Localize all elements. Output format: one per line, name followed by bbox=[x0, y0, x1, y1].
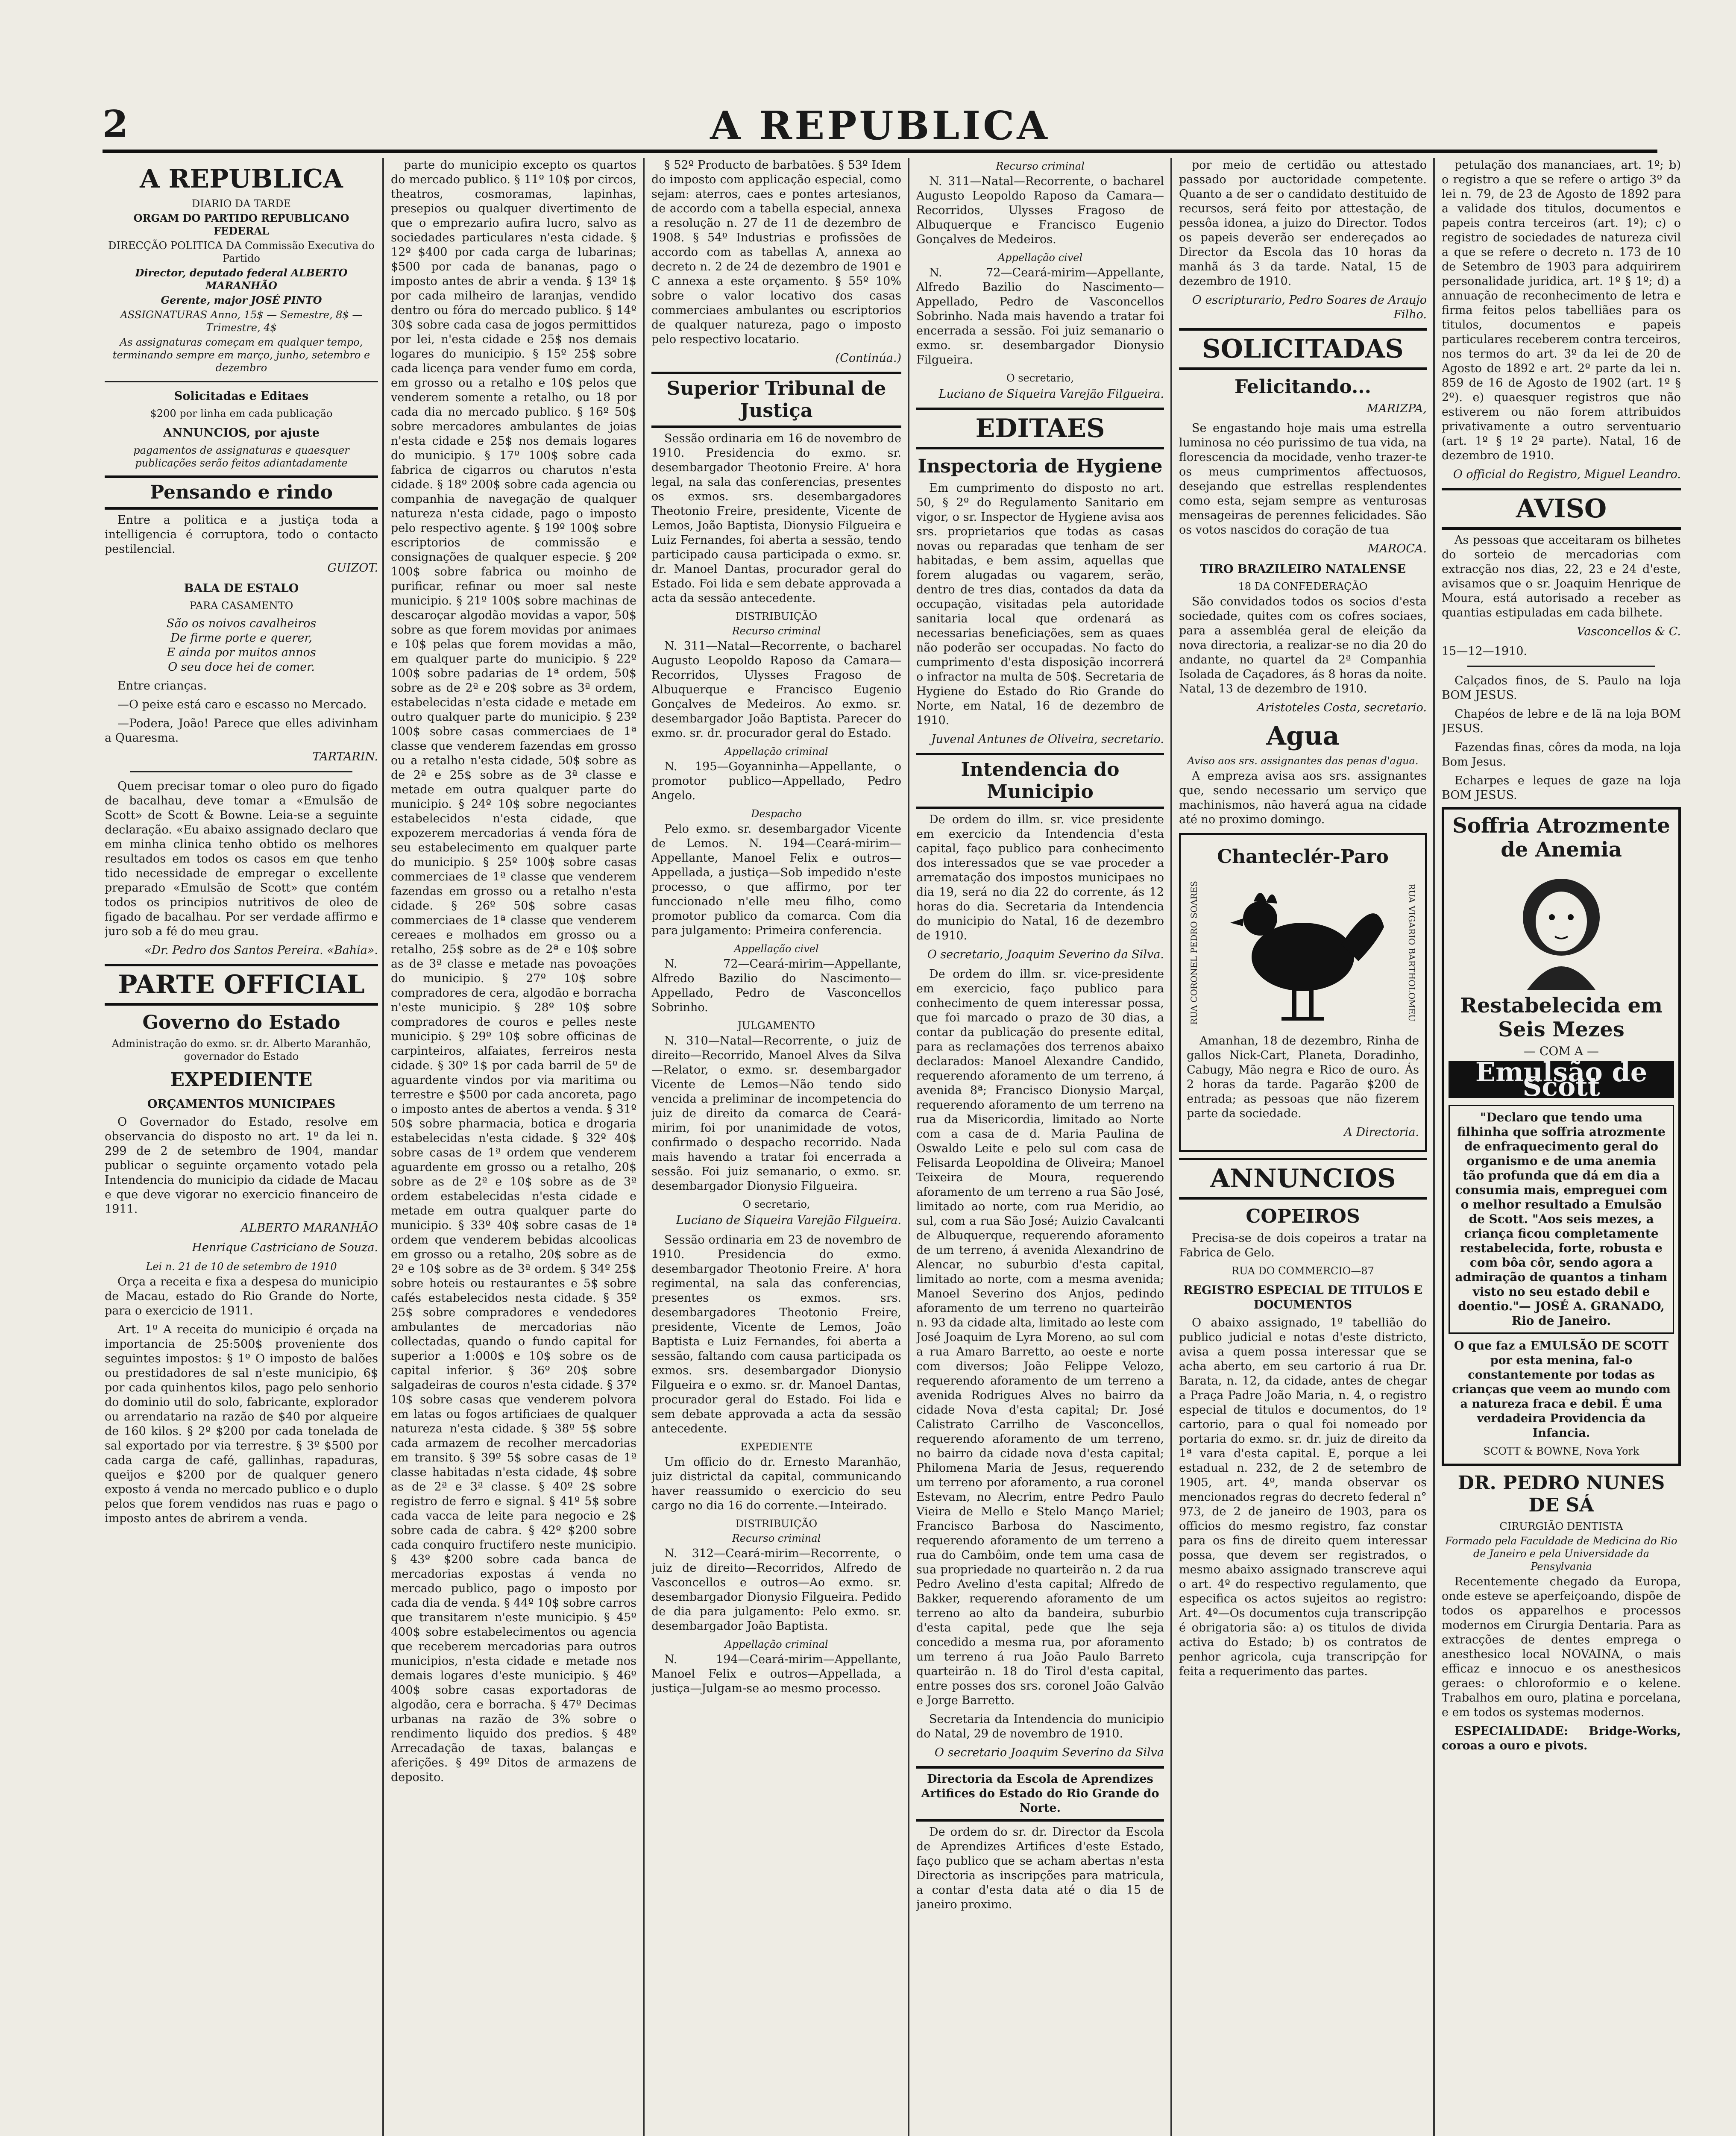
governo-heading: Governo do Estado bbox=[142, 1012, 340, 1033]
balada-line: —Podera, João! Parece que elles adivinham a Quaresma. bbox=[105, 717, 378, 745]
recurso-heading: Recurso criminal bbox=[996, 160, 1085, 172]
intendencia-text: De ordem do illm. sr. vice presidente em exercicio da Intendencia d'esta capital, faço publico para conhecimento dos interessados que se vae proceder a arrematação dos impostos municipaes no dia 19, será no dia 22 do corrente, ás 12 horas do dia. Secretaria da Intendencia do municipio do Natal, 16 de dezembro de 1910. bbox=[916, 813, 1164, 942]
felicitando-heading: Felicitando... bbox=[1235, 376, 1371, 398]
masthead-subtitle: DIARIO DA TARDE bbox=[192, 198, 291, 210]
directoria-text: De ordem do sr. dr. Director da Escola de Aprendizes Artifices d'este Estado, faço publico que se acham abertas n'esta Directoria as inscripções para matricula, a contar d'esta data até o dia 15 de janeiro proximo. bbox=[916, 1825, 1164, 1911]
appellacao-criminal-heading: Appellação criminal bbox=[724, 745, 828, 757]
page-number: 2 bbox=[103, 103, 128, 146]
divider bbox=[1467, 666, 1655, 667]
secretario-name: Luciano de Siqueira Varejão Filgueira. bbox=[938, 387, 1164, 401]
recurso-heading: Recurso criminal bbox=[732, 1532, 821, 1544]
column-4 bbox=[916, 158, 1164, 2136]
newspaper-title: A REPUBLICA bbox=[710, 103, 1050, 149]
tiro-sign: Aristoteles Costa, secretario. bbox=[1257, 701, 1427, 714]
intendencia-heading: Intendencia do Municipio bbox=[916, 753, 1164, 809]
column-5 bbox=[1179, 158, 1427, 2136]
column-3 bbox=[651, 158, 901, 2136]
balada-subtitle: PARA CASAMENTO bbox=[189, 600, 293, 612]
scott-ad-quote: "Declaro que tendo uma filhinha que soffria atrozmente de enfraquecimento geral do organismo e de uma anemia tão profunda que dá em dia a consumia mais, empreguei com o melhor resultado a Emulsão de Scott. "Aos seis mezes, a criança ficou completamente restabelecida, forte, robusta e com bôa côr, sendo agora a admiração de quantos a tinham visto no seu estado debil e doentio."— JOSÉ A. GRANADO, Rio de Janeiro. bbox=[1449, 1105, 1674, 1334]
tiro-heading: TIRO BRAZILEIRO NATALENSE bbox=[1199, 563, 1406, 576]
column-1 bbox=[105, 158, 378, 2136]
aviso-date: 15—12—1910. bbox=[1442, 645, 1528, 658]
scott-letter: Quem precisar tomar o oleo puro do figado de bacalhau, deve tomar a «Emulsão de Scott» de Scott & Bowne. Leia-se a seguinte declaração. «Eu abaixo assignado declaro que em minha clinica tenho obtido os melhores resultados em todos os casos em que tenho tido necessidade de empregar o excellente preparado «Emulsão de Scott» que contém todos os principios nutritivos de oleo de figado de bacalhau. Por ser verdade affirmo e juro sob a fé do meu grau. bbox=[105, 780, 378, 938]
continua-label: (Continúa.) bbox=[835, 352, 901, 365]
pensando-author: GUIZOT. bbox=[327, 561, 378, 575]
aviso-text: As pessoas que acceitaram os bilhetes do sorteio de mercadorias com extracção nos dias, 22, 23 e 24 d'este, avisamos que o sr. Joaquim Henrique de Moura, está autorisado a receber as quantias estipuladas em cada bilhete. bbox=[1442, 534, 1681, 619]
scott-emulsion-ad bbox=[1442, 807, 1681, 1466]
chantecler-sign: A Directoria. bbox=[1344, 1126, 1419, 1139]
masthead-note: As assignaturas começam em qualquer tempo, terminando sempre em março, junho, setembro e dezembro bbox=[112, 336, 370, 374]
doctor-subtitle2: Formado pela Faculdade de Medicina do Rio de Janeiro e pela Universidade da Pensylvania bbox=[1445, 1535, 1677, 1573]
orcamentos-sign: ALBERTO MARANHÃO bbox=[240, 1221, 378, 1235]
scott-ad-maker: SCOTT & BOWNE, Nova York bbox=[1483, 1445, 1639, 1457]
small-ad: Chapéos de lebre e de lã na loja BOM JESUS. bbox=[1442, 707, 1681, 735]
julgamento-heading: JULGAMENTO bbox=[737, 1020, 815, 1032]
solicitadas-label: Solicitadas e Editaes bbox=[174, 390, 309, 403]
scott-ad-top: Soffria Atrozmente de Anemia bbox=[1452, 814, 1670, 862]
lei-text: Orça a receita e fixa a despesa do municipio de Macau, estado do Rio Grande do Norte, para o exercicio de 1911. bbox=[105, 1275, 378, 1317]
appellacao-civel-heading: Appellação civel bbox=[997, 252, 1083, 264]
pensando-heading: Pensando e rindo bbox=[105, 475, 378, 510]
scott-ad-restab: Restabelecida em Seis Mezes bbox=[1460, 994, 1663, 1042]
lei-title: Lei n. 21 de 10 de setembro de 1910 bbox=[146, 1261, 337, 1273]
agua-subtitle: Aviso aos srs. assignantes das penas d'agua. bbox=[1187, 755, 1419, 767]
recurso-heading: Recurso criminal bbox=[732, 625, 821, 637]
solicitadas-price: $200 por linha em cada publicação bbox=[150, 408, 333, 420]
aviso-heading: AVISO bbox=[1442, 488, 1681, 530]
tiro-subtitle: 18 DA CONFEDERAÇÃO bbox=[1238, 581, 1368, 593]
expediente-text: Um officio do dr. Ernesto Maranhão, juiz districtal da capital, communicando haver reassumido o exercicio do seu cargo no dia 16 do corrente.—Inteirado. bbox=[651, 1455, 901, 1512]
agua-heading: Agua bbox=[1266, 721, 1340, 751]
hygiene-heading: Inspectoria de Hygiene bbox=[918, 455, 1163, 477]
intendencia-text: Secretaria da Intendencia do municipio do Natal, 29 de novembro de 1910. bbox=[916, 1713, 1164, 1740]
copeiros-heading: COPEIROS bbox=[1246, 1206, 1360, 1227]
pensando-text: Entre a politica e a justiça toda a intelligencia é corruptora, todo o contacto pestilencial. bbox=[105, 513, 378, 556]
hygiene-sign: Juvenal Antunes de Oliveira, secretario. bbox=[931, 733, 1164, 746]
parte-official-heading: PARTE OFFICIAL bbox=[105, 964, 378, 1006]
balada-line: Entre crianças. bbox=[117, 679, 207, 692]
doctor-heading: DR. PEDRO NUNES DE SÁ bbox=[1457, 1472, 1665, 1516]
editaes-heading: EDITAES bbox=[916, 408, 1164, 449]
page-header bbox=[103, 103, 1657, 153]
tiro-text: São convidados todos os socios d'esta sociedade, quites com os cofres sociaes, para a assembléa geral de eleição da nova directoria, a realizar-se no dia 20 do andante, no quartel da 2ª Companhia Isolada de Caçadores, ás 8 horas da noite. Natal, 13 de dezembro de 1910. bbox=[1179, 595, 1427, 695]
registro-heading: REGISTRO ESPECIAL DE TITULOS E DOCUMENTOS bbox=[1183, 1284, 1422, 1312]
scott-ad-com: — COM A — bbox=[1524, 1044, 1599, 1058]
julgamento-text: N. 310—Natal—Recorrente, o juiz de direito—Recorrido, Manoel Alves da Silva—Relator, o exmo. sr. desembargador Vicente de Lemos—Não tendo sido vencida a preliminar de incompetencia do juiz de direito da comarca de Ceará-mirim, foi por unanimidade de votos, confirmado o despacho recorrido. Nada mais havendo a tratar foi encerrada a sessão. Foi juiz semanario, o exmo. sr. desembargador Dionysio Filgueira. bbox=[651, 1034, 901, 1193]
girl-portrait-icon bbox=[1497, 862, 1625, 990]
felicitando-place: MARIZPA, bbox=[1367, 402, 1427, 415]
orcamentos-heading: ORÇAMENTOS MUNICIPAES bbox=[147, 1097, 336, 1111]
annuncios-note: pagamentos de assignaturas e quaesquer publicações serão feitos adiantadamente bbox=[133, 444, 349, 469]
felicitando-sign: MAROCA. bbox=[1367, 542, 1427, 555]
recurso-text: N. 311—Natal—Recorrente, o bacharel Augusto Leopoldo Raposo da Camara—Recorridos, Ulysses Fragoso de Albuquerque e Francisco Eugenio Gonçalves de Medeiros. bbox=[916, 175, 1164, 246]
doctor-footer: ESPECIALIDADE: Bridge-Works, coroas a ouro e pivots. bbox=[1442, 1725, 1681, 1752]
scott-ad-bottom: O que faz a EMULSÃO DE SCOTT por esta menina, fal-o constantemente por todas as crianças que veem ao mundo com a natureza fraca e debil. É uma verdadeira Providencia da Infancia. bbox=[1452, 1339, 1671, 1440]
intendencia-sign: O secretario Joaquim Severino da Silva bbox=[934, 1746, 1164, 1759]
scott-letter-sign: «Dr. Pedro dos Santos Pereira. «Bahia». bbox=[144, 944, 378, 957]
balada-verses: São os noivos cavalheiros De firme porte e querer, E ainda por muitos annos O seu doce hei de comer. bbox=[166, 617, 317, 674]
copeiros-text: Precisa-se de dois copeiros a tratar na Fabrica de Gelo. bbox=[1179, 1232, 1427, 1259]
aviso-sign: Vasconcellos & C. bbox=[1577, 625, 1681, 638]
tribunal-text: Sessão ordinaria em 16 de novembro de 1910. Presidencia do exmo. sr. desembargador Theotonio Freire. A' hora legal, na sala das conferencias, presentes os exmos. srs. desembargadores Theotonio Freire, presidente, Vicente de Lemos, João Baptista, Dionysio Filgueira e Luiz Fernandes, foi aberta a sessão, tendo participado causa participada o exmo. sr. dr. Manoel Dantas, procurador geral do Estado. Foi lida e sem debate approvada a acta da sessão antecedente. bbox=[651, 432, 901, 605]
rooster-icon bbox=[1213, 876, 1393, 1030]
secretario-name: Luciano de Siqueira Varejão Filgueira. bbox=[676, 1214, 901, 1227]
escola-text: por meio de certidão ou attestado passado por auctoridade competente. Quanto a de ser o candidato destituido de recursos, será feito por attestação, de pessôa idonea, a juizo do Director. Todos os papeis deverão ser endereçados ao Director da Escola das 10 horas da manhã ás 3 da tarde. Natal, 15 de dezembro de 1910. bbox=[1179, 158, 1427, 288]
column-rule bbox=[1170, 158, 1172, 2136]
intendencia-text: De ordem do illm. sr. vice-presidente em exercicio, faço publico para conhecimento de quem interessar possa, que foi marcado o prazo de 30 dias, a contar da publicação do presente edital, para as reclamações dos terrenos abaixo declarados: Manoel Alexandre Candido, requerendo aforamento de um terreno, á avenida 8ª; Francisco Dionysio Marçal, requerendo aforamento de um terreno na rua da Misericordia, limitado ao Norte com a casa de d. Maria Paulina de Oswaldo Leite e pelo sul com casa de Felisarda Leopoldina de Oliveira; Manoel Teixeira de Moura, requerendo aforamento de um terreno a rua São José, limitado ao norte, com rua Meridio, ao sul, com a rua São José; Auizio Cavalcanti de Albuquerque, requerendo aforamento de um terreno, á avenida Alexandrino de Alencar, no suburbio d'esta capital, limitado ao norte, com a mesma avenida; Manoel Severino dos Anjos, pedindo aforamento de um terreno no quarteirão n. 93 da cidade alta, limitado ao leste com José Joaquim de Lyra Moreno, ao sul com a rua Amaro Barretto, ao oeste e norte com diversos; João Felippe Velozo, requerendo aforamento de um terreno a avenida Rodrigues Alves no bairro da cidade Nova d'esta capital; Dr. José Calistrato Carrilho de Vasconcellos, requerendo aforamento de um terreno, no bairro da cidade nova d'esta capital; Philomena Maria de Jesus, requerendo um terreno por aforamento, a rua coronel Estevam, no Alecrim, entre Pedro Paulo Vieira de Mello e Stelo Manço Mariel; Francisco Barbosa do Nascimento, requerendo aforamento de um terreno a rua do Cambôim, onde tem uma casa de sua propriedade no quarteirão n. 2 da rua Pedro Avelino d'esta capital; Alfredo de Bakker, requerendo aforamento de um terreno ao alto da bandeira, suburbio d'esta capital, pede que lhe seja concedido a mesma rua, por aforamento um terreno á rua João Paulo Barreto quarteirão n. 18 do Tirol d'esta capital, entre posses dos srs. coronel João Galvão e Jorge Barretto. bbox=[916, 968, 1164, 1707]
expediente-heading: EXPEDIENTE bbox=[740, 1441, 813, 1453]
masthead-organ: ORGAM DO PARTIDO REPUBLICANO FEDERAL bbox=[133, 212, 349, 237]
recurso-text: N. 311—Natal—Recorrente, o bacharel Augusto Leopoldo Raposo da Camara—Recorridos, Ulysses Fragoso de Albuquerque e Francisco Eugenio Gonçalves de Medeiros. Ao exmo. sr. desembargador João Baptista. Parecer do exmo. sr. dr. procurador geral do Estado. bbox=[651, 640, 901, 740]
column-rule bbox=[908, 158, 909, 2136]
solicitadas-heading: SOLICITADAS bbox=[1179, 328, 1427, 370]
sessao-text: Sessão ordinaria em 23 de novembro de 1910. Presidencia do exmo. desembargador Theotonio Freire. A' hora regimental, na sala das conferencias, presentes os exmos. srs. desembargadores Theotonio Freire, presidente, Vicente de Lemos, João Baptista e Luiz Fernandes, foi aberta a sessão, faltando com causa participada os exmos. srs. desembargador Dionysio Filgueira e o exmo. sr. dr. Manoel Dantas, procurador geral do Estado. Foi lida e sem debate approvada a acta da sessão antecedente. bbox=[651, 1233, 901, 1435]
balada-line: —O peixe está caro e escasso no Mercado. bbox=[117, 698, 367, 711]
balada-author: TARTARIN. bbox=[312, 750, 378, 763]
distribuicao-heading: DISTRIBUIÇÃO bbox=[735, 610, 818, 622]
scott-ad-name: Emulsão de Scott bbox=[1449, 1061, 1674, 1098]
masthead-rates: ASSIGNATURAS Anno, 15$ — Semestre, 8$ — Trimestre, 4$ bbox=[120, 309, 363, 334]
column-rule bbox=[1433, 158, 1435, 2136]
distribuicao-heading: DISTRIBUIÇÃO bbox=[735, 1518, 818, 1530]
secretario-label: O secretario, bbox=[742, 1198, 810, 1210]
chantecler-ad bbox=[1179, 833, 1427, 1152]
annuncios-label: ANNUNCIOS, por ajuste bbox=[163, 426, 320, 440]
copeiros-address: RUA DO COMMERCIO—87 bbox=[1232, 1265, 1374, 1277]
small-ad: Calçados finos, de S. Paulo na loja BOM JESUS. bbox=[1442, 674, 1681, 702]
felicitando-text: Se engastando hoje mais uma estrella luminosa no céo purissimo de tua vida, na florescencia da mocidade, venho trazer-te os meus cumprimentos affectuosos, desejando que estrellas resplendentes como esta, sejam sempre as venturosas mensageiras de perennes felicidades. São os votos nascidos do coração de tua bbox=[1179, 422, 1427, 537]
appellacao-text: N. 195—Goyanninha—Appellante, o promotor publico—Appellado, Pedro Angelo. bbox=[651, 760, 901, 802]
chantecler-text: Amanhan, 18 de dezembro, Rinha de gallos Nick-Cart, Planeta, Doradinho, Cabugy, Mão negra e Rico de ouro. Ás 2 horas da tarde. Pagarão $200 de entrada; as pessoas que não fizerem parte da sociedade. bbox=[1187, 1034, 1419, 1120]
despacho-heading: Despacho bbox=[751, 808, 802, 820]
small-ad: Fazendas finas, côres da moda, na loja Bom Jesus. bbox=[1442, 741, 1681, 769]
column-2 bbox=[391, 158, 636, 2136]
directoria-heading: Directoria da Escola de Aprendizes Artifices do Estado do Rio Grande do Norte. bbox=[916, 1766, 1164, 1822]
despacho-text: Pelo exmo. sr. desembargador Vicente de Lemos. N. 194—Ceará-mirim—Appellante, Manoel Felix e outros—Appellada, a justiça—Sob impedido n'este processo, o que affirmo, por ter funccionado n'elle meu filho, como promotor publico da comarca. Com dia para julgamento: Primeira conferencia. bbox=[651, 822, 901, 937]
appellacao-criminal-heading: Appellação criminal bbox=[724, 1638, 828, 1650]
escola-sign: O escripturario, Pedro Soares de Araujo Filho. bbox=[1192, 293, 1427, 321]
chantecler-street-right: RUA VIGARIO BARTHOLOMEU bbox=[1407, 883, 1417, 1022]
governo-subtitle: Administração do exmo. sr. dr. Alberto Maranhão, governador do Estado bbox=[111, 1038, 371, 1062]
hygiene-text: Em cumprimento do disposto no art. 50, § 2º do Regulamento Sanitario em vigor, o sr. Inspector de Hygiene avisa aos srs. proprietarios que todas as casas novas ou reparadas que tenham de ser habitadas, e bem assim, aquellas que forem alugadas ou vagarem, serão, dentro de tres dias, contados da data da occupação, visitadas pela autoridade sanitaria local que ordenará as necessarias beneficiações, sem as quaes não poderão ser occupadas. No facto do cumprimento d'esta disposição incorrerá o infractor na multa de 50$. Secretaria de Hygiene do Estado do Rio Grande do Norte, em Natal, 16 de dezembro de 1910. bbox=[916, 481, 1164, 727]
registro-sign: O official do Registro, Miguel Leandro. bbox=[1453, 468, 1681, 481]
orcamentos-sign2: Henrique Castriciano de Souza. bbox=[192, 1241, 378, 1254]
orcamento-continuation: § 52º Producto de barbatões. § 53º Idem do imposto com applicação especial, como sejam: aterros, caes e pontes artesianos, de accordo com a tabella especial, annexa a resolução n. 27 de 11 de dezembro de 1908. § 54º Industrias e profissões de accordo com as tabellas A, annexa ao decreto n. 2 de 24 de dezembro de 1901 e C annexa a este orçamento. § 55º 10% sobre o valor locativo dos casas commerciaes ambulantes ou escriptorios de qualquer natureza, pago o imposto pelo respectivo locatario. bbox=[651, 158, 901, 346]
masthead-title: A REPUBLICA bbox=[140, 164, 343, 194]
doctor-text: Recentemente chegado da Europa, onde esteve se aperfeiçoando, dispõe de todos os apparelhos e processos modernos em Cirurgia Dentaria. Para as extracções de dentes emprega o anesthesico local NOVAINA, o mais efficaz e innocuo e os anesthesicos geraes: o chloroformio e o kelene. Trabalhos em ouro, platina e porcelana, e em todos os systemas modernos. bbox=[1442, 1575, 1681, 1719]
orcamento-paragraphs: parte do municipio excepto os quartos do mercado publico. § 11º 10$ por circos, theatros, cosmoramas, lapinhas, presepios ou qualquer divertimento de que o emprezario aufira lucro, salvo as sociedades particulares n'esta cidade. § 12º $400 por cada carga de lubarinas; $500 por cada de bananas, pago o imposto antes de abrir a venda. § 13º 1$ por cada milheiro de laranjas, vendido dentro ou fóra do mercado publico. § 14º 30$ sobre cada casa de jogos permittidos por lei, n'esta cidade e 25$ nos demais logares do municipio. § 15º 25$ sobre cada licença para vender fumo em corda, em grosso ou a retalho e 10$ pelos que venderem somente a retalho, ou 18 por cada dia no mercado publico. § 16º 50$ sobre mercadores ambulantes de joias n'esta cidade e 25$ nos demais logares do municipio. § 17º 100$ sobre cada fabrica de cigarros ou charutos n'esta cidade. § 18º 200$ sobre cada agencia ou companhia de navegação de qualquer natureza n'esta cidade, pago o imposto pelo respectivo agente. § 19º 100$ sobre escriptorios de commissão e consignações de qualquer especie. § 20º 100$ sobre fabrica ou moinho de purificar, refinar ou moer sal neste municipio. § 21º 100$ sobre machinas de descaroçar algodão movidas a vapor, 50$ sobre as que forem movidas por animaes e 10$ pelas que forem movidas a mão, em qualquer parte do municipio. § 22º 100$ sobre padarias de 1ª ordem, 50$ sobre as de 2ª e 20$ sobre as 3ª ordem, estabelecidas n'esta cidade e metade em outro qualquer parte do municipio. § 23º 100$ sobre casas commerciaes de 1ª classe que venderem fazendas em grosso ou a retalho n'esta cidade, 50$ sobre as de 2ª e 25$ sobre as de 3ª classe e metade em outra qualquer parte do municipio. § 24º 10$ sobre negociantes estabelecidos n'esta cidade, que expozerem mercadorias á venda fóra de seu estabelecimento em qualquer parte do municipio. § 25º 100$ sobre casas commerciaes de 1ª classe que venderem fazendas em grosso ou a retalho n'esta cidade. § 26º 50$ sobre casas commerciaes de 1ª classe que venderem cereaes e molhados em grosso ou a retalho, 25$ sobre as de 2ª e 10$ sobre as de 3ª classe e metade nas povoações do municipio. § 27º 10$ sobre compradores de cera, algodão e borracha n'este municipio. § 28º 10$ sobre compradores de couros e pelles neste municipio. § 29º 10$ sobre officinas de carpinteiros, alfaiates, ferreiros nesta cidade. § 30º 1$ por cada barril de 5º de aguardente vindos por via maritima ou terrestre e $500 por cada ancoreta, pago o imposto antes de abertos a venda. § 31º 50$ sobre pharmacia, botica e drogaria estabelecidas n'esta cidade. § 32º 40$ sobre casas de 1ª ordem que venderem aguardente em grosso ou a retalho, 20$ sobre as de 2ª e 10$ sobre as de 3ª ordem estabelecidas n'esta cidade e metade em outra qualquer parte do municipio. § 33º 40$ sobre casas de 1ª ordem que venderem bebidas alcoolicas em grosso ou a retalho, 20$ sobre as de 2ª e 10$ sobre as de 3ª ordem. § 34º 25$ sobre hoteis ou restaurantes e 5$ sobre cafés estabelecidos nesta cidade. § 35º 25$ sobre compradores e vendedores ambulantes de mercadorias não collectadas, quando o fundo capital for superior a 1:000$ e 10$ sobre os de capital inferior. § 36º 20$ sobre salgadeiras de couros n'esta cidade. § 37º 10$ sobre casas que venderem polvora em latas ou fogos artificiaes de qualquer natureza n'esta cidade. § 38º 5$ sobre cada armazem de recolher mercadorias em transito. § 39º 5$ sobre casas de 1ª classe habitadas n'esta cidade, 4$ sobre as de 2ª e 3ª classe. § 40º 2$ sobre registro de ferro e signal. § 41º 5$ sobre cada vacca de leite para negocio e 2$ sobre cada de cabra. § 42º $200 sobre cada conquiro fructifero neste municipio. § 43º $200 sobre cada banca de mercadorias expostas á venda no mercado publico, pago o imposto por cada dia de venda. § 44º 10$ sobre carros que transitarem n'este municipio. § 45º 400$ sobre estabelecimentos ou agencia que receberem mercadorias para outros municipios, n'esta cidade e metade nos demais logares d'este municipio. § 46º 400$ sobre casas exportadoras de algodão, cera e borracha. § 47º Decimas urbanas na razão de 3% sobre o rendimento liquido dos predios. § 48º Arrecadação de taxas, balanças e aferições. § 49º Ditos de armazens de deposito. bbox=[391, 158, 636, 1784]
divider bbox=[130, 771, 352, 772]
appellacao-text: N. 194—Ceará-mirim—Appellante, Manoel Felix e outros—Appellada, a justiça—Julgam-se ao mesmo processo. bbox=[651, 1653, 901, 1695]
chantecler-heading: Chanteclér-Paro bbox=[1217, 846, 1389, 868]
divider bbox=[105, 381, 378, 382]
appellacao-civel-text: N. 72—Ceará-mirim—Appellante, Alfredo Bazilio do Nascimento—Appellado, Pedro de Vasconcellos Sobrinho. bbox=[651, 957, 901, 1014]
intendencia-sign: O secretario, Joaquim Severino da Silva. bbox=[927, 948, 1164, 961]
secretario-label: O secretario, bbox=[1006, 372, 1074, 384]
orcamentos-text: O Governador do Estado, resolve em observancia do disposto no art. 1º da lei n. 299 de 2 de setembro de 1904, mandar publicar o seguinte orçamento votado pela Intendencia do municipio da cidade de Macau e que deve vigorar no exercicio financeiro de 1911. bbox=[105, 1115, 378, 1216]
column-rule bbox=[643, 158, 645, 2136]
registro-text: O abaixo assignado, 1º tabellião do publico judicial e notas d'este districto, avisa a quem possa interessar que se acha aberto, em seu cartorio á rua Dr. Barata, n. 12, da cidade, antes de chegar a Praça Padre João Maria, n. 4, o registro especial de titulos e documentos, do 1º cartorio, para o qual foi nomeado por portaria do exmo. sr. dr. juiz de direito da 1ª vara d'esta capital. E, porque a lei estadual n. 232, de 2 de setembro de 1905, art. 4º, manda observar os mencionados regras do decreto federal n° 973, de 2 de janeiro de 1903, para os officios do mesmo registro, faz constar para os fins de direito quem interessar possa, que devem ser registrados, o mesmo abaixo assignado transcreve aqui o art. 4º do respectivo regulamento, que especifica os actos sujeitos ao registro: Art. 4º—Os documentos cuja transcripção é obrigatoria são: a) os titulos de divida activa do Estado; b) os contratos de penhor agricola, cuja transcripção for feita a requerimento das partes. bbox=[1179, 1316, 1427, 1678]
chantecler-illustration bbox=[1187, 871, 1419, 1034]
lei-article: Art. 1º A receita do municipio é orçada na importancia de 25:500$ proveniente dos seguintes impostos: § 1º O imposto de balões ou prestidadores de sal n'este municipio, 6$ por cada quinhentos kilos, pago pelo senhorio do dominio util do solo, fabricante, explorador ou arrendatario na razão de $40 por alqueire de 160 kilos. § 2º $200 por cada tonelada de sal exportado por via terrestre. § 3º $500 por cada carga de café, gallinhas, rapaduras, queijos e $200 por de qualquer genero exposto á venda no mercado publico e o duplo pelos que forem vendidos nas ruas e pago o imposto antes de abrirem a venda. bbox=[105, 1323, 378, 1525]
small-ad: Echarpes e leques de gaze na loja BOM JESUS. bbox=[1442, 774, 1681, 802]
appellacao-civel-text: N. 72—Ceará-mirim—Appellante, Alfredo Bazilio do Nascimento—Appellado, Pedro de Vasconcellos Sobrinho. Nada mais havendo a tratar foi encerrada a sessão. Foi juiz semanario o exmo. sr. desembargador Dionysio Filgueira. bbox=[916, 266, 1164, 367]
column-6 bbox=[1442, 158, 1681, 2136]
chantecler-street-left: RUA CORONEL PEDRO SOARES bbox=[1189, 880, 1199, 1025]
appellacao-civel-heading: Appellação civel bbox=[734, 943, 819, 955]
masthead-direction: DIRECÇÃO POLITICA DA Commissão Executiva do Partido bbox=[108, 240, 375, 264]
doctor-subtitle: CIRURGIÃO DENTISTA bbox=[1499, 1520, 1623, 1532]
expediente-heading: EXPEDIENTE bbox=[170, 1069, 313, 1091]
balada-title: BALA DE ESTALO bbox=[184, 582, 299, 595]
tribunal-heading: Superior Tribunal de Justiça bbox=[651, 372, 901, 428]
annuncios-heading: ANNUNCIOS bbox=[1179, 1158, 1427, 1200]
agua-text: A empreza avisa aos srs. assignantes que, sendo necessario um serviço que machinismos, não haverá agua na cidade até no proximo domingo. bbox=[1179, 769, 1427, 826]
recurso-text: N. 312—Ceará-mirim—Recorrente, o juiz de direito—Recorridos, Alfredo de Vasconcellos e outros—Ao exmo. sr. desembargador Dionysio Filgueira. Pedido de dia para julgamento: Pelo exmo. sr. desembargador João Baptista. bbox=[651, 1547, 901, 1633]
registro-continuation: petulação dos mananciaes, art. 1º; b) o registro a que se refere o artigo 3º da lei n. 79, de 23 de Agosto de 1892 para a validade dos titulos, documentos e papeis contra terceiros (art. 1º); c) o registro de sociedades de natureza civil a que se refere o decreto n. 173 de 10 de Setembro de 1903 para adquirirem personalidade juridica, art. 1º § 1º; d) a annuação de reconhecimento de letra e firma feitos pelos tabelliães para os titulos, documentos e papeis particulares receberem contra terceiros, nos termos do art. 3º da lei de 20 de Agosto de 1892 e art. 2º parte da lei n. 859 de 16 de Agosto de 1902 (art. 1º § 2º). e) quaesquer registros que não estiverem ou não forem attribuidos privativamente a outro serventuario (art. 1º § 1º 2ª parte). Natal, 16 de dezembro de 1910. bbox=[1442, 158, 1681, 462]
masthead-director: Director, deputado federal ALBERTO MARANHÃO bbox=[135, 267, 348, 292]
column-rule bbox=[382, 158, 384, 2136]
masthead-gerente: Gerente, major JOSÉ PINTO bbox=[161, 294, 322, 306]
